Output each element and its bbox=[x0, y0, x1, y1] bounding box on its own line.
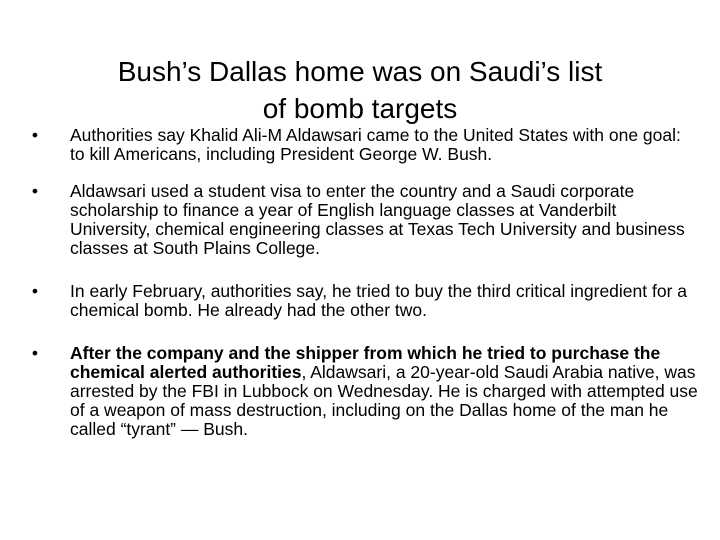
bullet-text bbox=[70, 343, 698, 439]
slide-title-line-1: Bush’s Dallas home was on Saudi’s list bbox=[117, 55, 603, 87]
bullet-item bbox=[28, 182, 700, 258]
bullet-item bbox=[28, 344, 700, 439]
bullet-dot-icon: • bbox=[31, 281, 39, 301]
bullet-text: Aldawsari used a student visa to enter the country and a Saudi corporate scholarship to finance a year of English language classes at Vanderbilt University, chemical engineering classes at Texas Tech University and business classes at South Plains College. bbox=[70, 181, 685, 258]
bullet-text: Authorities say Khalid Ali-M Aldawsari came to the United States with one goal: to kill Americans, including President George W. Bush. bbox=[70, 125, 681, 164]
bullet-text: In early February, authorities say, he tried to buy the third critical ingredient for a chemical bomb. He already had the other two. bbox=[70, 281, 688, 320]
bullet-item bbox=[28, 126, 700, 164]
bullet-list bbox=[28, 126, 700, 439]
bullet-bold-text: After the company and the shipper from which he tried to purchase the chemical alerted authorities bbox=[70, 343, 661, 382]
bullet-item bbox=[28, 282, 700, 320]
bullet-dot-icon: • bbox=[31, 181, 39, 201]
slide-title bbox=[0, 53, 720, 127]
bullet-dot-icon: • bbox=[31, 343, 39, 363]
bullet-dot-icon: • bbox=[31, 125, 39, 145]
slide-title-line-2: of bomb targets bbox=[262, 92, 458, 124]
bullet-text-continuation: , Aldawsari, a 20-year-old Saudi Arabia native, was arrested by the FBI in Lubbock on Wednesday. He is charged with attempted use of a weapon of mass destruction, including on the Dallas home of the man he called “tyrant” — Bush. bbox=[70, 362, 698, 439]
